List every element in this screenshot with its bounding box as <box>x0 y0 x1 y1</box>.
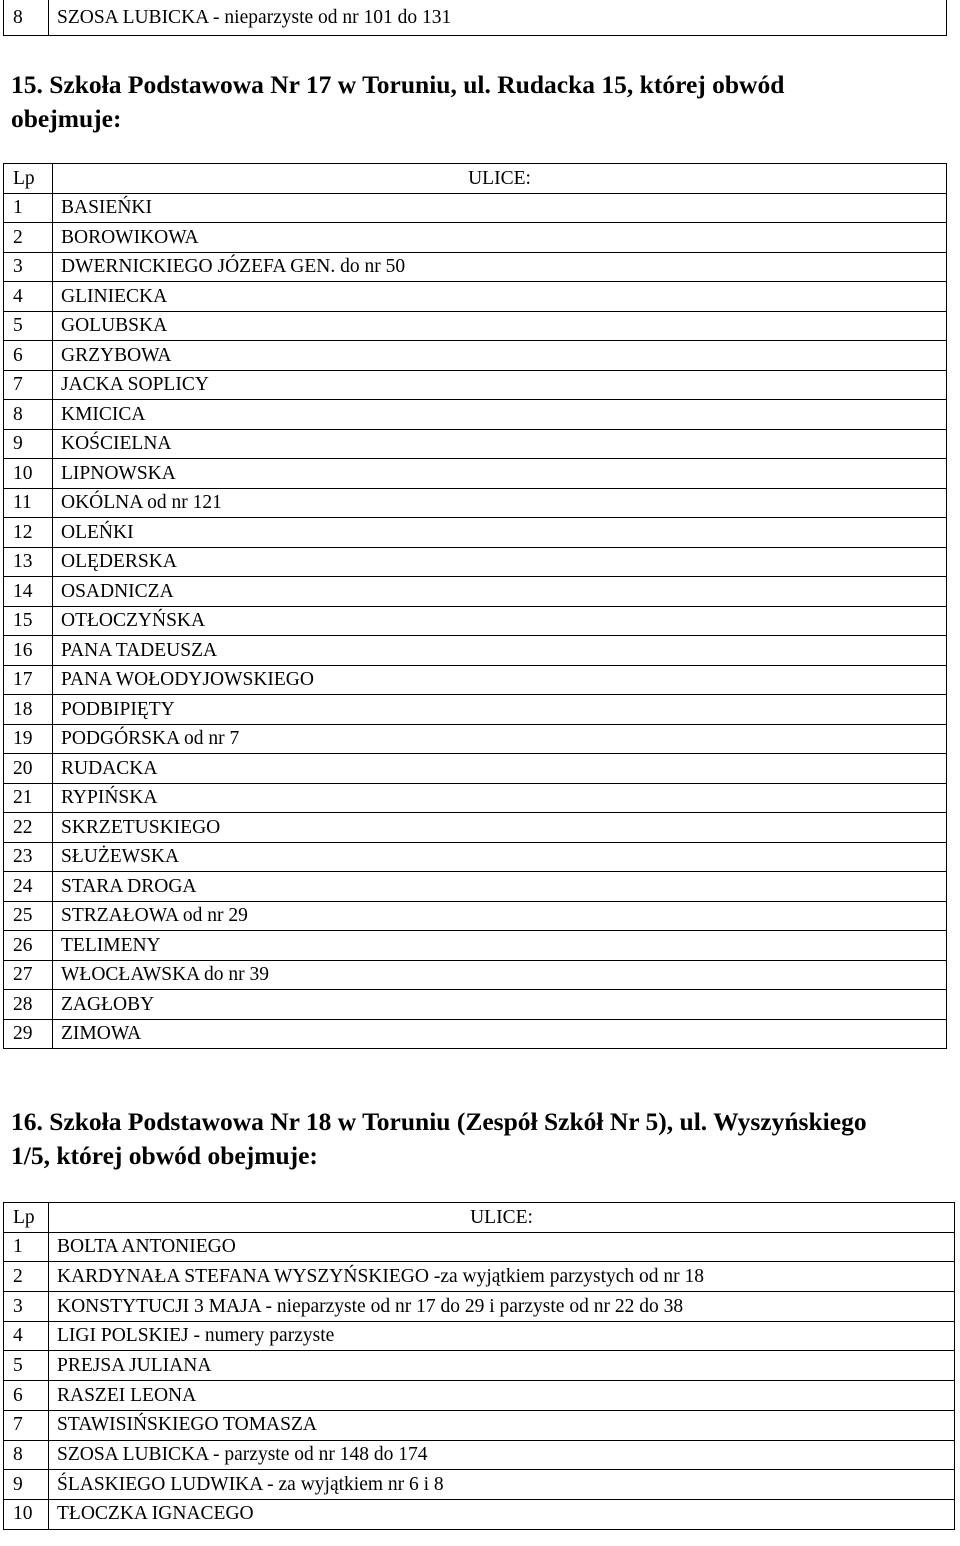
table-row <box>4 370 947 400</box>
section-15-heading-line2: obejmuje: <box>11 104 122 133</box>
table-row <box>4 931 947 961</box>
row-lp: 23 <box>4 842 53 872</box>
row-lp: 13 <box>4 547 53 577</box>
row-lp: 17 <box>4 665 53 695</box>
row-street: STAWISIŃSKIEGO TOMASZA <box>49 1410 955 1440</box>
continued-table-fragment <box>3 0 947 36</box>
table-row <box>4 1381 955 1411</box>
row-street: RASZEI LEONA <box>49 1381 955 1411</box>
row-street: KMICICA <box>53 400 947 430</box>
row-lp: 4 <box>4 282 53 312</box>
section-15-heading <box>11 68 911 136</box>
section-16-heading <box>11 1105 951 1173</box>
row-street: SŁUŻEWSKA <box>53 842 947 872</box>
table-row <box>4 960 947 990</box>
row-lp: 16 <box>4 636 53 666</box>
table-row <box>4 872 947 902</box>
table-row <box>4 341 947 371</box>
row-street: ŚLASKIEGO LUDWIKA - za wyjątkiem nr 6 i 8 <box>49 1470 955 1500</box>
table-row <box>4 1019 947 1049</box>
row-lp: 10 <box>4 459 53 489</box>
row-street: STRZAŁOWA od nr 29 <box>53 901 947 931</box>
row-lp: 6 <box>4 341 53 371</box>
row-lp: 25 <box>4 901 53 931</box>
row-lp: 5 <box>4 311 53 341</box>
table-row <box>4 901 947 931</box>
row-lp: 24 <box>4 872 53 902</box>
row-lp: 8 <box>4 1440 49 1470</box>
row-street: BOROWIKOWA <box>53 223 947 253</box>
table-row <box>4 754 947 784</box>
table-row <box>4 1410 955 1440</box>
table-header-row <box>4 164 947 194</box>
table-row <box>4 1351 955 1381</box>
section-16-heading-line1: 16. Szkoła Podstawowa Nr 18 w Toruniu (Zespół Szkół Nr 5), ul. Wyszyńskiego <box>11 1107 867 1136</box>
row-street: LIPNOWSKA <box>53 459 947 489</box>
row-lp: 3 <box>4 252 53 282</box>
row-lp: 1 <box>4 193 53 223</box>
table-row <box>4 636 947 666</box>
row-lp: 19 <box>4 724 53 754</box>
row-lp: 5 <box>4 1351 49 1381</box>
row-street: GOLUBSKA <box>53 311 947 341</box>
row-street: PANA TADEUSZA <box>53 636 947 666</box>
row-street: PREJSA JULIANA <box>49 1351 955 1381</box>
table-row <box>4 813 947 843</box>
row-street: OTŁOCZYŃSKA <box>53 606 947 636</box>
row-lp: 6 <box>4 1381 49 1411</box>
row-street: OSADNICZA <box>53 577 947 607</box>
table-row <box>4 1499 955 1529</box>
table-row <box>4 695 947 725</box>
row-street: GLINIECKA <box>53 282 947 312</box>
row-lp: 22 <box>4 813 53 843</box>
row-street: PANA WOŁODYJOWSKIEGO <box>53 665 947 695</box>
row-street: STARA DROGA <box>53 872 947 902</box>
column-header-lp: Lp <box>4 1203 49 1233</box>
row-lp: 20 <box>4 754 53 784</box>
row-street: RYPIŃSKA <box>53 783 947 813</box>
table-row <box>4 990 947 1020</box>
row-lp: 27 <box>4 960 53 990</box>
table-row <box>4 518 947 548</box>
row-lp: 7 <box>4 1410 49 1440</box>
table-row <box>4 400 947 430</box>
table-row <box>4 1470 955 1500</box>
row-lp: 3 <box>4 1292 49 1322</box>
row-street: RUDACKA <box>53 754 947 784</box>
row-street: KONSTYTUCJI 3 MAJA - nieparzyste od nr 17 do 29 i parzyste od nr 22 do 38 <box>49 1292 955 1322</box>
row-street: GRZYBOWA <box>53 341 947 371</box>
row-street: OLĘDERSKA <box>53 547 947 577</box>
row-lp: 29 <box>4 1019 53 1049</box>
row-lp: 28 <box>4 990 53 1020</box>
row-street: ZAGŁOBY <box>53 990 947 1020</box>
table-row <box>4 724 947 754</box>
row-street: PODBIPIĘTY <box>53 695 947 725</box>
table-row <box>4 1232 955 1262</box>
table-row <box>4 1262 955 1292</box>
row-street: OKÓLNA od nr 121 <box>53 488 947 518</box>
row-street: BOLTA ANTONIEGO <box>49 1232 955 1262</box>
table-row <box>4 488 947 518</box>
column-header-streets: ULICE: <box>49 1203 955 1233</box>
table-row <box>4 577 947 607</box>
row-lp: 9 <box>4 1470 49 1500</box>
row-street: SKRZETUSKIEGO <box>53 813 947 843</box>
row-street: TELIMENY <box>53 931 947 961</box>
row-street: TŁOCZKA IGNACEGO <box>49 1499 955 1529</box>
table-row <box>4 252 947 282</box>
table-row <box>4 429 947 459</box>
row-lp: 14 <box>4 577 53 607</box>
row-street: KOŚCIELNA <box>53 429 947 459</box>
section-15-heading-line1: 15. Szkoła Podstawowa Nr 17 w Toruniu, ul. Rudacka 15, której obwód <box>11 70 785 99</box>
row-street: KARDYNAŁA STEFANA WYSZYŃSKIEGO -za wyjątkiem parzystych od nr 18 <box>49 1262 955 1292</box>
section-16-heading-line2: 1/5, której obwód obejmuje: <box>11 1141 318 1170</box>
row-lp: 18 <box>4 695 53 725</box>
row-lp: 4 <box>4 1321 49 1351</box>
section-16-street-table <box>3 1202 955 1530</box>
table-row <box>4 282 947 312</box>
row-lp: 21 <box>4 783 53 813</box>
table-row <box>4 311 947 341</box>
row-street: PODGÓRSKA od nr 7 <box>53 724 947 754</box>
row-lp: 1 <box>4 1232 49 1262</box>
row-lp: 9 <box>4 429 53 459</box>
table-row <box>4 1292 955 1322</box>
row-street: BASIEŃKI <box>53 193 947 223</box>
table-row <box>4 223 947 253</box>
row-lp: 7 <box>4 370 53 400</box>
section-16-rows <box>4 1232 955 1529</box>
row-street: SZOSA LUBICKA - parzyste od nr 148 do 174 <box>49 1440 955 1470</box>
row-street: JACKA SOPLICY <box>53 370 947 400</box>
table-row <box>4 1321 955 1351</box>
column-header-streets: ULICE: <box>53 164 947 194</box>
table-row <box>4 842 947 872</box>
table-row <box>4 0 947 36</box>
row-lp: 11 <box>4 488 53 518</box>
table-row <box>4 1440 955 1470</box>
row-street: WŁOCŁAWSKA do nr 39 <box>53 960 947 990</box>
row-street: OLEŃKI <box>53 518 947 548</box>
row-lp: 15 <box>4 606 53 636</box>
table-row <box>4 547 947 577</box>
row-lp: 10 <box>4 1499 49 1529</box>
row-lp: 8 <box>4 0 49 36</box>
row-lp: 12 <box>4 518 53 548</box>
row-street: DWERNICKIEGO JÓZEFA GEN. do nr 50 <box>53 252 947 282</box>
table-row <box>4 193 947 223</box>
row-street: SZOSA LUBICKA - nieparzyste od nr 101 do 131 <box>49 0 947 36</box>
section-15-street-table <box>3 163 947 1049</box>
table-row <box>4 459 947 489</box>
table-row <box>4 783 947 813</box>
row-street: LIGI POLSKIEJ - numery parzyste <box>49 1321 955 1351</box>
section-15-rows <box>4 193 947 1049</box>
table-row <box>4 665 947 695</box>
table-row <box>4 606 947 636</box>
table-header-row <box>4 1203 955 1233</box>
row-street: ZIMOWA <box>53 1019 947 1049</box>
column-header-lp: Lp <box>4 164 53 194</box>
row-lp: 2 <box>4 223 53 253</box>
row-lp: 8 <box>4 400 53 430</box>
row-lp: 2 <box>4 1262 49 1292</box>
row-lp: 26 <box>4 931 53 961</box>
